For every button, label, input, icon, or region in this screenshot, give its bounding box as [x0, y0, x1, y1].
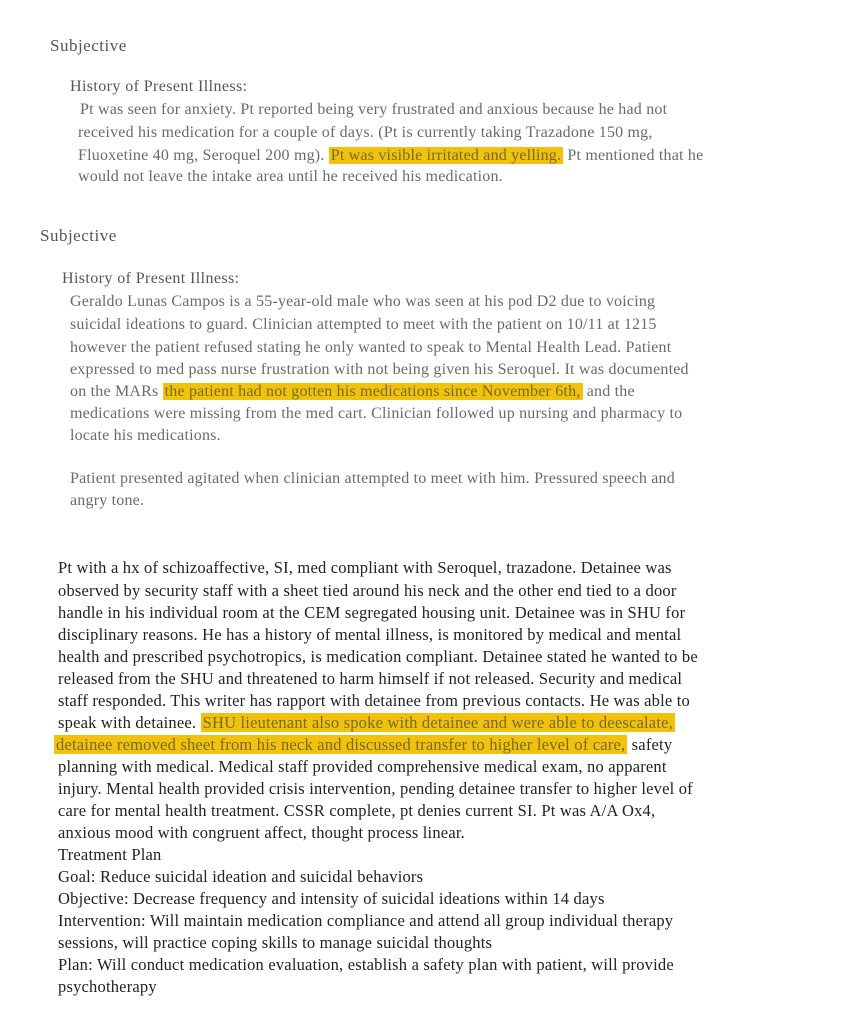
treatment-plan-heading: Treatment Plan: [58, 845, 162, 864]
highlighted-text: the patient had not gotten his medications since November 6th,: [164, 383, 581, 400]
note2-line: locate his medications.: [70, 427, 221, 444]
note2-heading: Subjective: [40, 226, 117, 245]
note2-line: expressed to med pass nurse frustration with not being given his Seroquel. It was documented: [70, 361, 689, 378]
note2-line: angry tone.: [70, 492, 145, 509]
note3-line: injury. Mental health provided crisis intervention, pending detainee transfer to higher level of: [58, 779, 693, 798]
note3-line: [54, 734, 672, 756]
note2-line: Patient presented agitated when clinician attempted to meet with him. Pressured speech and: [70, 470, 675, 487]
note3-line: Objective: Decrease frequency and intensity of suicidal ideations within 14 days: [58, 889, 605, 908]
note1-text: Fluoxetine 40 mg, Seroquel 200 mg).: [78, 147, 325, 164]
highlighted-text: detainee removed sheet from his neck and discussed transfer to higher level of care,: [56, 735, 626, 754]
note2-line: medications were missing from the med cart. Clinician followed up nursing and pharmacy to: [70, 405, 683, 422]
note2-text: and the: [586, 383, 635, 400]
note1-text: Pt mentioned that he: [567, 147, 704, 164]
highlighted-text: SHU lieutenant also spoke with detainee and were able to deescalate,: [202, 713, 673, 732]
note1-subheading: History of Present Illness:: [70, 78, 248, 95]
note2-line: however the patient refused stating he only wanted to speak to Mental Health Lead. Patient: [70, 339, 672, 356]
note3-line: Pt with a hx of schizoaffective, SI, med compliant with Seroquel, trazadone. Detainee was: [58, 558, 672, 577]
note3-line: psychotherapy: [58, 977, 157, 996]
note2-subheading: History of Present Illness:: [62, 270, 240, 287]
note3-line: disciplinary reasons. He has a history of mental illness, is monitored by medical and mental: [58, 625, 682, 644]
note3-line: planning with medical. Medical staff provided comprehensive medical exam, no apparent: [58, 757, 667, 776]
note1-line: would not leave the intake area until he received his medication.: [78, 168, 503, 185]
note2-text: on the MARs: [70, 383, 159, 400]
note3-text: safety: [631, 735, 673, 754]
note3-line: released from the SHU and threatened to harm himself if not released. Security and medical: [58, 669, 683, 688]
note3-line: health and prescribed psychotropics, is medication compliant. Detainee stated he wanted to be: [58, 647, 698, 666]
note3-line: care for mental health treatment. CSSR complete, pt denies current SI. Pt was A/A Ox4,: [58, 801, 656, 820]
note2-line: suicidal ideations to guard. Clinician attempted to meet with the patient on 10/11 at 1215: [70, 316, 657, 333]
note1-line: Pt was seen for anxiety. Pt reported being very frustrated and anxious because he had not: [80, 101, 668, 118]
note2-line: [70, 381, 635, 403]
note1-line: received his medication for a couple of days. (Pt is currently taking Trazadone 150 mg,: [78, 124, 653, 141]
note2-line: Geraldo Lunas Campos is a 55-year-old male who was seen at his pod D2 due to voicing: [70, 293, 656, 310]
note3-line: Intervention: Will maintain medication compliance and attend all group individual therapy: [58, 911, 674, 930]
note3-line: anxious mood with congruent affect, thought process linear.: [58, 823, 465, 842]
note3-line: Plan: Will conduct medication evaluation, establish a safety plan with patient, will provide: [58, 955, 674, 974]
note3-text: speak with detainee.: [58, 713, 197, 732]
note3-line: sessions, will practice coping skills to manage suicidal thoughts: [58, 933, 493, 952]
note3-line: observed by security staff with a sheet tied around his neck and the other end tied to a door: [58, 581, 677, 600]
note1-heading: Subjective: [50, 36, 127, 55]
note3-line: staff responded. This writer has rapport with detainee from previous contacts. He was able to: [58, 691, 690, 710]
note3-line: handle in his individual room at the CEM segregated housing unit. Detainee was in SHU for: [58, 603, 686, 622]
note1-line: [78, 145, 703, 167]
highlighted-text: Pt was visible irritated and yelling.: [330, 147, 562, 164]
note3-line: Goal: Reduce suicidal ideation and suicidal behaviors: [58, 867, 424, 886]
note3-line: [58, 712, 675, 734]
